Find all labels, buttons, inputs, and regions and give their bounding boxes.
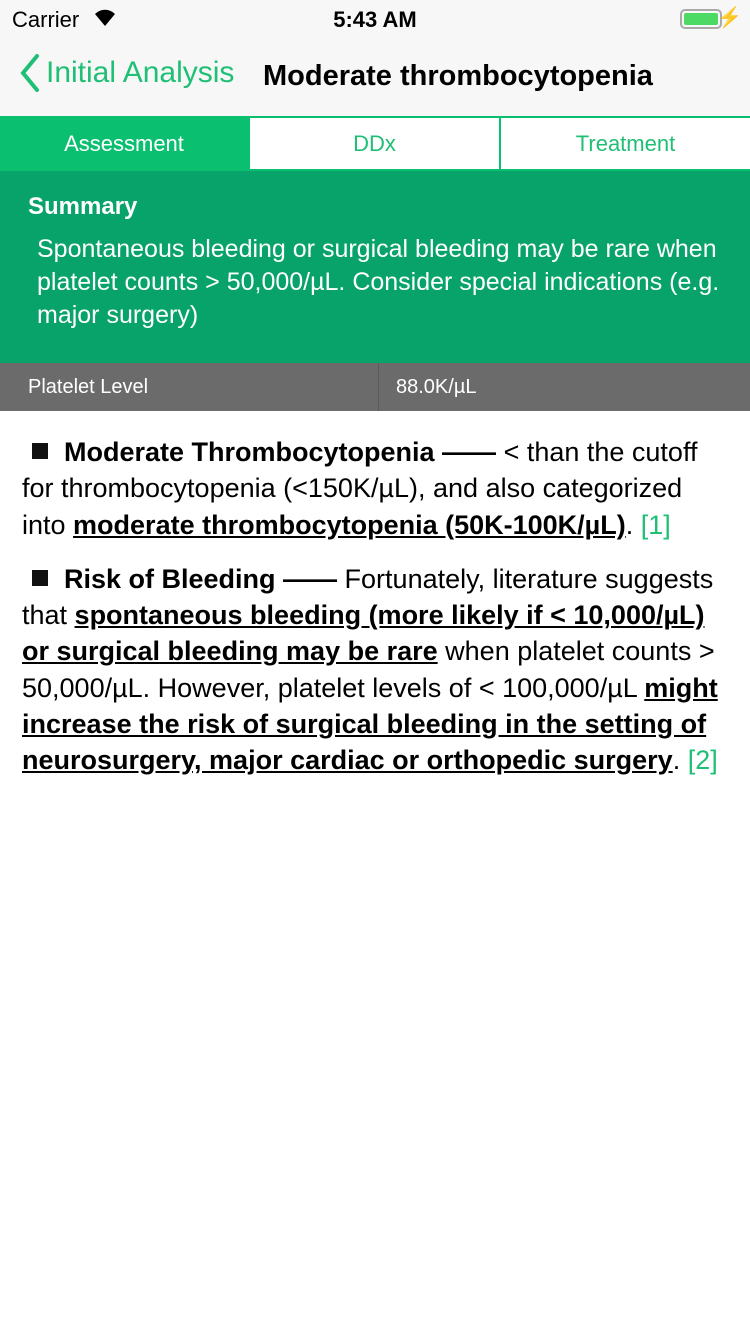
tab-assessment[interactable]: Assessment [0, 118, 248, 169]
back-button[interactable] [20, 54, 234, 92]
status-bar [0, 0, 750, 40]
summary-text: Spontaneous bleeding or surgical bleeding may be rare when platelet counts > 50,000/µL. Consider special indications (e.g. major surgery) [37, 235, 720, 329]
summary-panel [0, 171, 750, 363]
section-risk-of-bleeding [22, 561, 732, 779]
section-title: Moderate Thrombocytopenia [64, 437, 435, 467]
bullet-icon [32, 570, 48, 586]
carrier-label: Carrier [12, 7, 80, 32]
platelet-level-value: 88.0K/µL [396, 375, 477, 398]
platelet-level-label: Platelet Level [0, 363, 379, 411]
section-title: Risk of Bleeding [64, 563, 276, 594]
page-title: Moderate thrombocytopenia [263, 60, 653, 92]
battery-icon [680, 9, 722, 29]
chevron-left-icon [20, 54, 40, 92]
bullet-icon [32, 443, 48, 459]
clock: 5:43 AM [333, 7, 417, 32]
emphasis-text: moderate thrombocytopenia (50K-100K/µL) [73, 509, 626, 540]
section-text: < than the cutoff for thrombocytopenia (<150K/µL), and also categorized into [22, 437, 698, 540]
dash: —— [434, 437, 504, 467]
tab-ddx[interactable]: DDx [248, 118, 499, 169]
navigation-bar [0, 40, 750, 116]
section-text: . [625, 509, 641, 540]
assessment-content [22, 434, 732, 797]
reference-link-2[interactable]: [2] [687, 745, 718, 776]
section-moderate-thrombocytopenia [22, 434, 732, 543]
section-text: when platelet counts > 50,000/µL. However, platelet levels of < 100,000/µL [22, 636, 715, 703]
reference-link-1[interactable]: [1] [640, 509, 671, 540]
emphasis-text: spontaneous bleeding (more likely if < 10,000/µL) or surgical bleeding may be rare [22, 600, 705, 667]
dash: —— [275, 563, 345, 594]
section-text: . [672, 745, 688, 776]
platelet-level-row [0, 363, 750, 411]
summary-heading: Summary [28, 193, 138, 220]
tab-treatment[interactable]: Treatment [499, 118, 750, 169]
back-label: Initial Analysis [46, 56, 235, 89]
segmented-tabs [0, 116, 750, 171]
emphasis-text: might increase the risk of surgical bleeding in the setting of neurosurgery, major cardiac or orthopedic surgery [22, 672, 718, 776]
charging-icon: ⚡ [717, 7, 742, 29]
section-text: Fortunately, literature suggests that [22, 563, 714, 631]
